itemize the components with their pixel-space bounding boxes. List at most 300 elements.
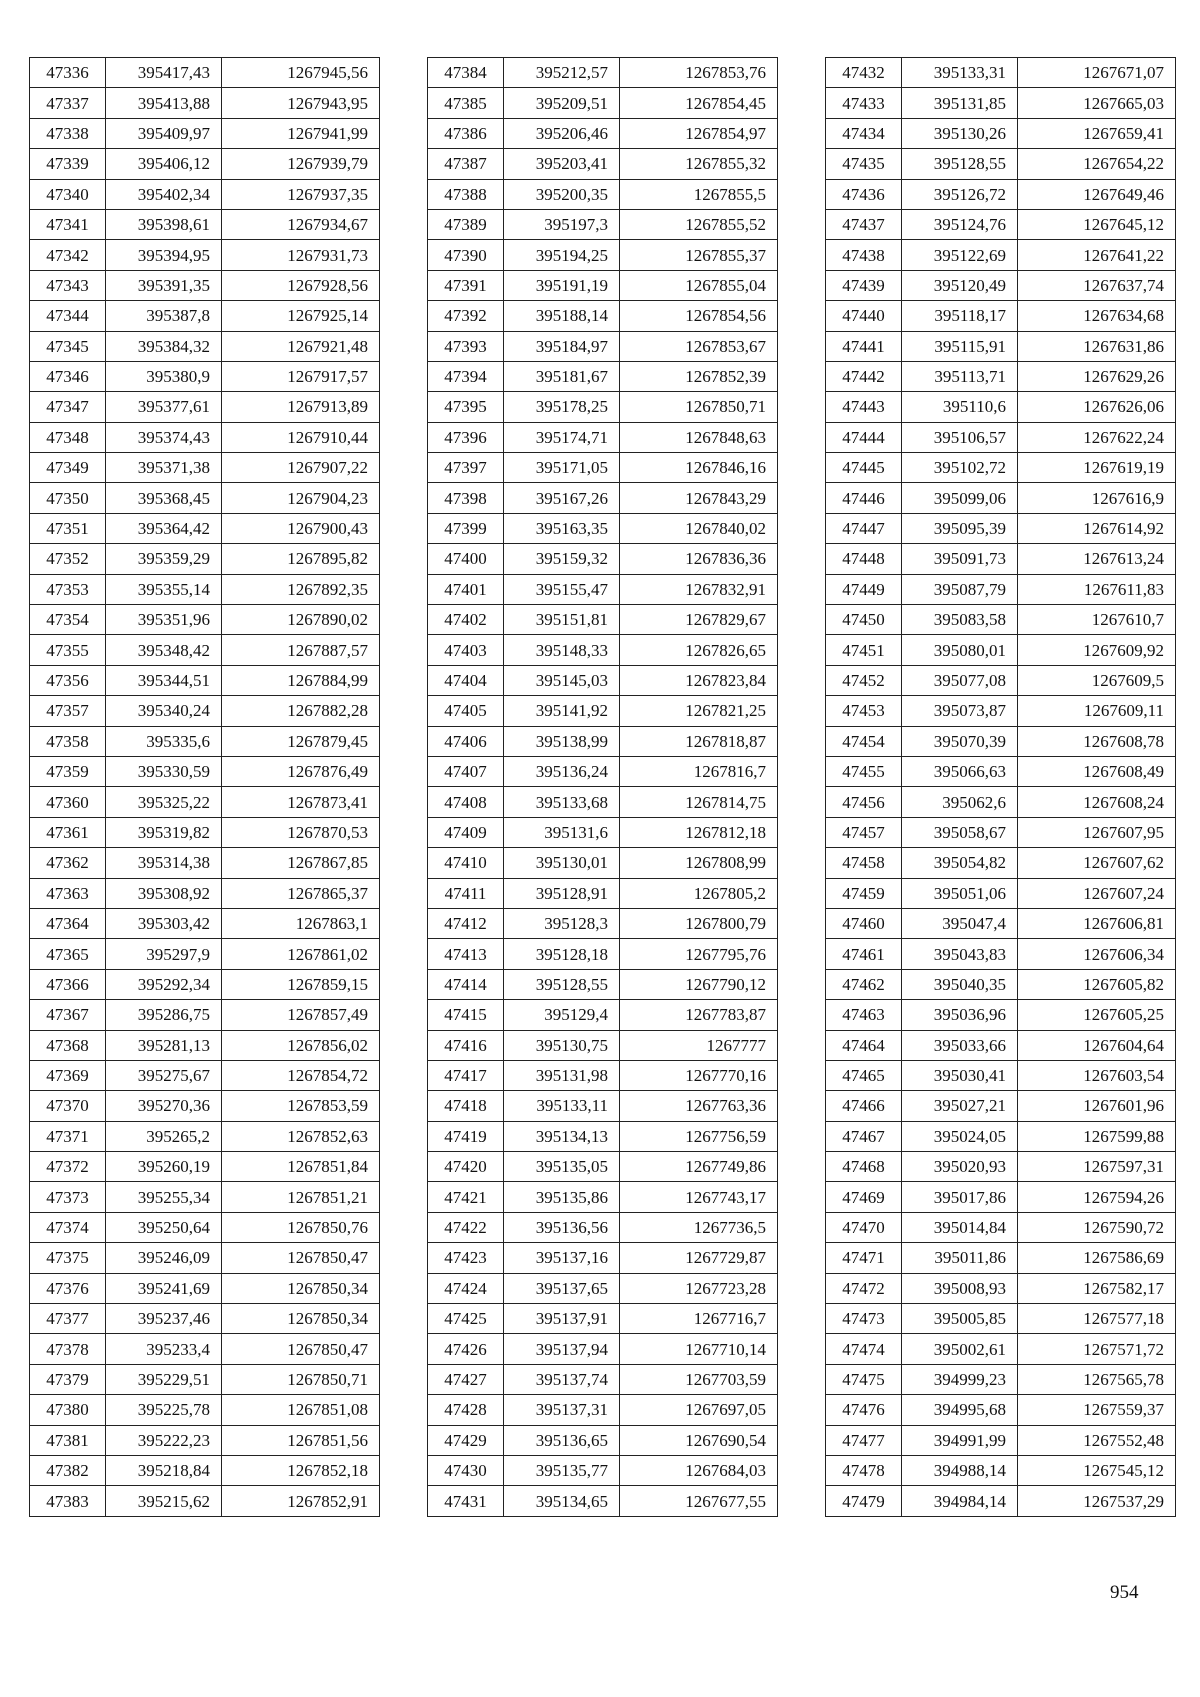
- x-coordinate-cell: 395260,19: [106, 1152, 222, 1182]
- y-coordinate-cell: 1267729,87: [620, 1243, 778, 1273]
- table-row: [30, 1121, 380, 1151]
- point-number-cell: 47399: [428, 513, 504, 543]
- x-coordinate-cell: 395178,25: [504, 392, 620, 422]
- point-number-cell: 47436: [826, 179, 902, 209]
- x-coordinate-cell: 395014,84: [902, 1212, 1018, 1242]
- y-coordinate-cell: 1267892,35: [222, 574, 380, 604]
- point-number-cell: 47440: [826, 301, 902, 331]
- x-coordinate-cell: 395275,67: [106, 1060, 222, 1090]
- y-coordinate-cell: 1267850,71: [620, 392, 778, 422]
- table-row: [30, 1030, 380, 1060]
- point-number-cell: 47453: [826, 696, 902, 726]
- point-number-cell: 47401: [428, 574, 504, 604]
- y-coordinate-cell: 1267851,84: [222, 1152, 380, 1182]
- point-number-cell: 47340: [30, 179, 106, 209]
- x-coordinate-cell: 395051,06: [902, 878, 1018, 908]
- table-row: [826, 209, 1176, 239]
- point-number-cell: 47469: [826, 1182, 902, 1212]
- y-coordinate-cell: 1267851,56: [222, 1425, 380, 1455]
- point-number-cell: 47336: [30, 58, 106, 88]
- y-coordinate-cell: 1267599,88: [1018, 1121, 1176, 1151]
- x-coordinate-cell: 395377,61: [106, 392, 222, 422]
- table-row: [30, 361, 380, 391]
- table-row: [826, 544, 1176, 574]
- y-coordinate-cell: 1267756,59: [620, 1121, 778, 1151]
- y-coordinate-cell: 1267818,87: [620, 726, 778, 756]
- y-coordinate-cell: 1267607,95: [1018, 817, 1176, 847]
- y-coordinate-cell: 1267821,25: [620, 696, 778, 726]
- y-coordinate-cell: 1267626,06: [1018, 392, 1176, 422]
- y-coordinate-cell: 1267861,02: [222, 939, 380, 969]
- table-row: [30, 1304, 380, 1334]
- x-coordinate-cell: 395355,14: [106, 574, 222, 604]
- table-row: [30, 848, 380, 878]
- point-number-cell: 47412: [428, 908, 504, 938]
- x-coordinate-cell: 395005,85: [902, 1304, 1018, 1334]
- x-coordinate-cell: 395387,8: [106, 301, 222, 331]
- x-coordinate-cell: 395197,3: [504, 209, 620, 239]
- y-coordinate-cell: 1267851,21: [222, 1182, 380, 1212]
- y-coordinate-cell: 1267921,48: [222, 331, 380, 361]
- table-row: [428, 331, 778, 361]
- point-number-cell: 47465: [826, 1060, 902, 1090]
- y-coordinate-cell: 1267582,17: [1018, 1273, 1176, 1303]
- y-coordinate-cell: 1267816,7: [620, 756, 778, 786]
- y-coordinate-cell: 1267853,76: [620, 58, 778, 88]
- x-coordinate-cell: 395087,79: [902, 574, 1018, 604]
- point-number-cell: 47467: [826, 1121, 902, 1151]
- x-coordinate-cell: 395163,35: [504, 513, 620, 543]
- x-coordinate-cell: 395286,75: [106, 1000, 222, 1030]
- table-row: [428, 787, 778, 817]
- x-coordinate-cell: 395417,43: [106, 58, 222, 88]
- y-coordinate-cell: 1267697,05: [620, 1395, 778, 1425]
- x-coordinate-cell: 395091,73: [902, 544, 1018, 574]
- table-row: [30, 574, 380, 604]
- point-number-cell: 47437: [826, 209, 902, 239]
- point-number-cell: 47411: [428, 878, 504, 908]
- table-row: [826, 1334, 1176, 1364]
- x-coordinate-cell: 395200,35: [504, 179, 620, 209]
- point-number-cell: 47402: [428, 605, 504, 635]
- y-coordinate-cell: 1267943,95: [222, 88, 380, 118]
- x-coordinate-cell: 395171,05: [504, 453, 620, 483]
- point-number-cell: 47375: [30, 1243, 106, 1273]
- table-row: [428, 1060, 778, 1090]
- table-row: [428, 1182, 778, 1212]
- x-coordinate-cell: 395141,92: [504, 696, 620, 726]
- point-number-cell: 47341: [30, 209, 106, 239]
- point-number-cell: 47443: [826, 392, 902, 422]
- table-row: [826, 270, 1176, 300]
- y-coordinate-cell: 1267537,29: [1018, 1486, 1176, 1516]
- y-coordinate-cell: 1267900,43: [222, 513, 380, 543]
- point-number-cell: 47364: [30, 908, 106, 938]
- point-number-cell: 47438: [826, 240, 902, 270]
- x-coordinate-cell: 395303,42: [106, 908, 222, 938]
- x-coordinate-cell: 395024,05: [902, 1121, 1018, 1151]
- y-coordinate-cell: 1267606,34: [1018, 939, 1176, 969]
- y-coordinate-cell: 1267743,17: [620, 1182, 778, 1212]
- x-coordinate-cell: 395137,94: [504, 1334, 620, 1364]
- point-number-cell: 47384: [428, 58, 504, 88]
- point-number-cell: 47371: [30, 1121, 106, 1151]
- x-coordinate-cell: 395181,67: [504, 361, 620, 391]
- point-number-cell: 47393: [428, 331, 504, 361]
- point-number-cell: 47470: [826, 1212, 902, 1242]
- x-coordinate-cell: 395133,31: [902, 58, 1018, 88]
- table-row: [428, 696, 778, 726]
- point-number-cell: 47381: [30, 1425, 106, 1455]
- point-number-cell: 47413: [428, 939, 504, 969]
- y-coordinate-cell: 1267609,11: [1018, 696, 1176, 726]
- y-coordinate-cell: 1267854,72: [222, 1060, 380, 1090]
- table-row: [826, 1152, 1176, 1182]
- x-coordinate-cell: 395250,64: [106, 1212, 222, 1242]
- y-coordinate-cell: 1267763,36: [620, 1091, 778, 1121]
- x-coordinate-cell: 395314,38: [106, 848, 222, 878]
- y-coordinate-cell: 1267607,62: [1018, 848, 1176, 878]
- y-coordinate-cell: 1267859,15: [222, 969, 380, 999]
- table-row: [428, 939, 778, 969]
- table-row: [30, 1182, 380, 1212]
- point-number-cell: 47472: [826, 1273, 902, 1303]
- point-number-cell: 47444: [826, 422, 902, 452]
- x-coordinate-cell: 395066,63: [902, 756, 1018, 786]
- table-row: [428, 453, 778, 483]
- y-coordinate-cell: 1267814,75: [620, 787, 778, 817]
- y-coordinate-cell: 1267619,19: [1018, 453, 1176, 483]
- point-number-cell: 47362: [30, 848, 106, 878]
- table-row: [30, 301, 380, 331]
- table-row: [30, 1091, 380, 1121]
- point-number-cell: 47354: [30, 605, 106, 635]
- x-coordinate-cell: 395167,26: [504, 483, 620, 513]
- point-number-cell: 47425: [428, 1304, 504, 1334]
- y-coordinate-cell: 1267571,72: [1018, 1334, 1176, 1364]
- x-coordinate-cell: 395131,98: [504, 1060, 620, 1090]
- point-number-cell: 47359: [30, 756, 106, 786]
- y-coordinate-cell: 1267777: [620, 1030, 778, 1060]
- table-row: [30, 787, 380, 817]
- table-row: [826, 635, 1176, 665]
- y-coordinate-cell: 1267603,54: [1018, 1060, 1176, 1090]
- y-coordinate-cell: 1267690,54: [620, 1425, 778, 1455]
- x-coordinate-cell: 395136,24: [504, 756, 620, 786]
- point-number-cell: 47473: [826, 1304, 902, 1334]
- point-number-cell: 47382: [30, 1455, 106, 1485]
- y-coordinate-cell: 1267808,99: [620, 848, 778, 878]
- x-coordinate-cell: 395002,61: [902, 1334, 1018, 1364]
- y-coordinate-cell: 1267907,22: [222, 453, 380, 483]
- y-coordinate-cell: 1267631,86: [1018, 331, 1176, 361]
- table-row: [826, 1182, 1176, 1212]
- x-coordinate-cell: 395402,34: [106, 179, 222, 209]
- table-row: [826, 1425, 1176, 1455]
- table-row: [826, 787, 1176, 817]
- table-row: [428, 817, 778, 847]
- table-row: [30, 149, 380, 179]
- y-coordinate-cell: 1267928,56: [222, 270, 380, 300]
- table-row: [30, 1455, 380, 1485]
- point-number-cell: 47410: [428, 848, 504, 878]
- table-row: [428, 969, 778, 999]
- x-coordinate-cell: 395130,01: [504, 848, 620, 878]
- point-number-cell: 47356: [30, 665, 106, 695]
- table-row: [826, 1030, 1176, 1060]
- x-coordinate-cell: 395148,33: [504, 635, 620, 665]
- y-coordinate-cell: 1267613,24: [1018, 544, 1176, 574]
- table-row: [826, 1395, 1176, 1425]
- table-row: [30, 635, 380, 665]
- table-row: [826, 301, 1176, 331]
- point-number-cell: 47367: [30, 1000, 106, 1030]
- table-row: [30, 179, 380, 209]
- table-row: [428, 422, 778, 452]
- x-coordinate-cell: 395188,14: [504, 301, 620, 331]
- x-coordinate-cell: 395070,39: [902, 726, 1018, 756]
- point-number-cell: 47419: [428, 1121, 504, 1151]
- table-row: [30, 209, 380, 239]
- table-row: [30, 331, 380, 361]
- x-coordinate-cell: 395130,26: [902, 118, 1018, 148]
- y-coordinate-cell: 1267665,03: [1018, 88, 1176, 118]
- x-coordinate-cell: 395330,59: [106, 756, 222, 786]
- point-number-cell: 47428: [428, 1395, 504, 1425]
- table-row: [826, 453, 1176, 483]
- point-number-cell: 47394: [428, 361, 504, 391]
- point-number-cell: 47403: [428, 635, 504, 665]
- x-coordinate-cell: 395128,91: [504, 878, 620, 908]
- x-coordinate-cell: 395030,41: [902, 1060, 1018, 1090]
- table-row: [826, 118, 1176, 148]
- y-coordinate-cell: 1267770,16: [620, 1060, 778, 1090]
- x-coordinate-cell: 395137,91: [504, 1304, 620, 1334]
- x-coordinate-cell: 395209,51: [504, 88, 620, 118]
- table-row: [826, 1060, 1176, 1090]
- point-number-cell: 47378: [30, 1334, 106, 1364]
- point-number-cell: 47365: [30, 939, 106, 969]
- x-coordinate-cell: 395122,69: [902, 240, 1018, 270]
- x-coordinate-cell: 395106,57: [902, 422, 1018, 452]
- point-number-cell: 47408: [428, 787, 504, 817]
- point-number-cell: 47363: [30, 878, 106, 908]
- x-coordinate-cell: 395391,35: [106, 270, 222, 300]
- point-number-cell: 47475: [826, 1364, 902, 1394]
- table-row: [826, 908, 1176, 938]
- table-row: [428, 908, 778, 938]
- y-coordinate-cell: 1267604,64: [1018, 1030, 1176, 1060]
- y-coordinate-cell: 1267659,41: [1018, 118, 1176, 148]
- point-number-cell: 47422: [428, 1212, 504, 1242]
- x-coordinate-cell: 395212,57: [504, 58, 620, 88]
- x-coordinate-cell: 394991,99: [902, 1425, 1018, 1455]
- table-row: [826, 1243, 1176, 1273]
- table-row: [826, 848, 1176, 878]
- y-coordinate-cell: 1267854,56: [620, 301, 778, 331]
- point-number-cell: 47351: [30, 513, 106, 543]
- point-number-cell: 47426: [428, 1334, 504, 1364]
- x-coordinate-cell: 395335,6: [106, 726, 222, 756]
- table-row: [826, 240, 1176, 270]
- x-coordinate-cell: 395394,95: [106, 240, 222, 270]
- x-coordinate-cell: 395371,38: [106, 453, 222, 483]
- y-coordinate-cell: 1267552,48: [1018, 1425, 1176, 1455]
- table-row: [826, 665, 1176, 695]
- x-coordinate-cell: 395297,9: [106, 939, 222, 969]
- table-row: [826, 726, 1176, 756]
- x-coordinate-cell: 394995,68: [902, 1395, 1018, 1425]
- y-coordinate-cell: 1267622,24: [1018, 422, 1176, 452]
- y-coordinate-cell: 1267790,12: [620, 969, 778, 999]
- y-coordinate-cell: 1267850,47: [222, 1243, 380, 1273]
- table-row: [30, 453, 380, 483]
- point-number-cell: 47433: [826, 88, 902, 118]
- y-coordinate-cell: 1267805,2: [620, 878, 778, 908]
- y-coordinate-cell: 1267846,16: [620, 453, 778, 483]
- x-coordinate-cell: 395374,43: [106, 422, 222, 452]
- table-row: [428, 209, 778, 239]
- point-number-cell: 47348: [30, 422, 106, 452]
- point-number-cell: 47355: [30, 635, 106, 665]
- y-coordinate-cell: 1267611,83: [1018, 574, 1176, 604]
- point-number-cell: 47415: [428, 1000, 504, 1030]
- x-coordinate-cell: 395344,51: [106, 665, 222, 695]
- x-coordinate-cell: 395133,11: [504, 1091, 620, 1121]
- x-coordinate-cell: 395036,96: [902, 1000, 1018, 1030]
- table-row: [30, 392, 380, 422]
- y-coordinate-cell: 1267736,5: [620, 1212, 778, 1242]
- y-coordinate-cell: 1267783,87: [620, 1000, 778, 1030]
- point-number-cell: 47376: [30, 1273, 106, 1303]
- x-coordinate-cell: 395077,08: [902, 665, 1018, 695]
- x-coordinate-cell: 395135,86: [504, 1182, 620, 1212]
- table-row: [428, 1425, 778, 1455]
- x-coordinate-cell: 395155,47: [504, 574, 620, 604]
- x-coordinate-cell: 395222,23: [106, 1425, 222, 1455]
- y-coordinate-cell: 1267931,73: [222, 240, 380, 270]
- y-coordinate-cell: 1267597,31: [1018, 1152, 1176, 1182]
- y-coordinate-cell: 1267852,91: [222, 1486, 380, 1516]
- y-coordinate-cell: 1267684,03: [620, 1455, 778, 1485]
- y-coordinate-cell: 1267607,24: [1018, 878, 1176, 908]
- x-coordinate-cell: 395054,82: [902, 848, 1018, 878]
- table-row: [826, 513, 1176, 543]
- coordinates-table-3: [825, 57, 1176, 1517]
- table-row: [30, 726, 380, 756]
- point-number-cell: 47369: [30, 1060, 106, 1090]
- table-row: [428, 1334, 778, 1364]
- table-row: [30, 605, 380, 635]
- y-coordinate-cell: 1267565,78: [1018, 1364, 1176, 1394]
- table-row: [826, 1212, 1176, 1242]
- point-number-cell: 47400: [428, 544, 504, 574]
- point-number-cell: 47405: [428, 696, 504, 726]
- point-number-cell: 47423: [428, 1243, 504, 1273]
- table-row: [428, 240, 778, 270]
- table-row: [826, 1455, 1176, 1485]
- point-number-cell: 47387: [428, 149, 504, 179]
- table-row: [30, 1000, 380, 1030]
- point-number-cell: 47441: [826, 331, 902, 361]
- point-number-cell: 47445: [826, 453, 902, 483]
- x-coordinate-cell: 395340,24: [106, 696, 222, 726]
- point-number-cell: 47388: [428, 179, 504, 209]
- y-coordinate-cell: 1267850,34: [222, 1273, 380, 1303]
- y-coordinate-cell: 1267649,46: [1018, 179, 1176, 209]
- x-coordinate-cell: 395073,87: [902, 696, 1018, 726]
- point-number-cell: 47477: [826, 1425, 902, 1455]
- y-coordinate-cell: 1267887,57: [222, 635, 380, 665]
- y-coordinate-cell: 1267895,82: [222, 544, 380, 574]
- y-coordinate-cell: 1267716,7: [620, 1304, 778, 1334]
- table-row: [428, 848, 778, 878]
- y-coordinate-cell: 1267605,82: [1018, 969, 1176, 999]
- table-row: [30, 483, 380, 513]
- y-coordinate-cell: 1267605,25: [1018, 1000, 1176, 1030]
- table-row: [428, 1030, 778, 1060]
- table-row: [428, 1212, 778, 1242]
- table-row: [428, 270, 778, 300]
- x-coordinate-cell: 395137,65: [504, 1273, 620, 1303]
- y-coordinate-cell: 1267577,18: [1018, 1304, 1176, 1334]
- table-row: [30, 878, 380, 908]
- point-number-cell: 47366: [30, 969, 106, 999]
- x-coordinate-cell: 395151,81: [504, 605, 620, 635]
- x-coordinate-cell: 395102,72: [902, 453, 1018, 483]
- y-coordinate-cell: 1267853,59: [222, 1091, 380, 1121]
- y-coordinate-cell: 1267609,5: [1018, 665, 1176, 695]
- x-coordinate-cell: 395281,13: [106, 1030, 222, 1060]
- x-coordinate-cell: 395115,91: [902, 331, 1018, 361]
- x-coordinate-cell: 395218,84: [106, 1455, 222, 1485]
- x-coordinate-cell: 395174,71: [504, 422, 620, 452]
- y-coordinate-cell: 1267910,44: [222, 422, 380, 452]
- table-row: [826, 149, 1176, 179]
- y-coordinate-cell: 1267856,02: [222, 1030, 380, 1060]
- point-number-cell: 47424: [428, 1273, 504, 1303]
- x-coordinate-cell: 395138,99: [504, 726, 620, 756]
- point-number-cell: 47479: [826, 1486, 902, 1516]
- table-row: [428, 179, 778, 209]
- table-row: [30, 1395, 380, 1425]
- table-row: [30, 939, 380, 969]
- table-row: [826, 605, 1176, 635]
- y-coordinate-cell: 1267671,07: [1018, 58, 1176, 88]
- x-coordinate-cell: 395225,78: [106, 1395, 222, 1425]
- point-number-cell: 47432: [826, 58, 902, 88]
- table-row: [428, 605, 778, 635]
- point-number-cell: 47344: [30, 301, 106, 331]
- table-row: [826, 1486, 1176, 1516]
- point-number-cell: 47361: [30, 817, 106, 847]
- table-row: [428, 665, 778, 695]
- x-coordinate-cell: 395255,34: [106, 1182, 222, 1212]
- point-number-cell: 47430: [428, 1455, 504, 1485]
- x-coordinate-cell: 395128,55: [504, 969, 620, 999]
- x-coordinate-cell: 395099,06: [902, 483, 1018, 513]
- x-coordinate-cell: 395137,16: [504, 1243, 620, 1273]
- y-coordinate-cell: 1267904,23: [222, 483, 380, 513]
- x-coordinate-cell: 395265,2: [106, 1121, 222, 1151]
- table-row: [428, 1486, 778, 1516]
- table-row: [428, 149, 778, 179]
- x-coordinate-cell: 395058,67: [902, 817, 1018, 847]
- table-row: [826, 361, 1176, 391]
- point-number-cell: 47338: [30, 118, 106, 148]
- table-row: [826, 756, 1176, 786]
- x-coordinate-cell: 395359,29: [106, 544, 222, 574]
